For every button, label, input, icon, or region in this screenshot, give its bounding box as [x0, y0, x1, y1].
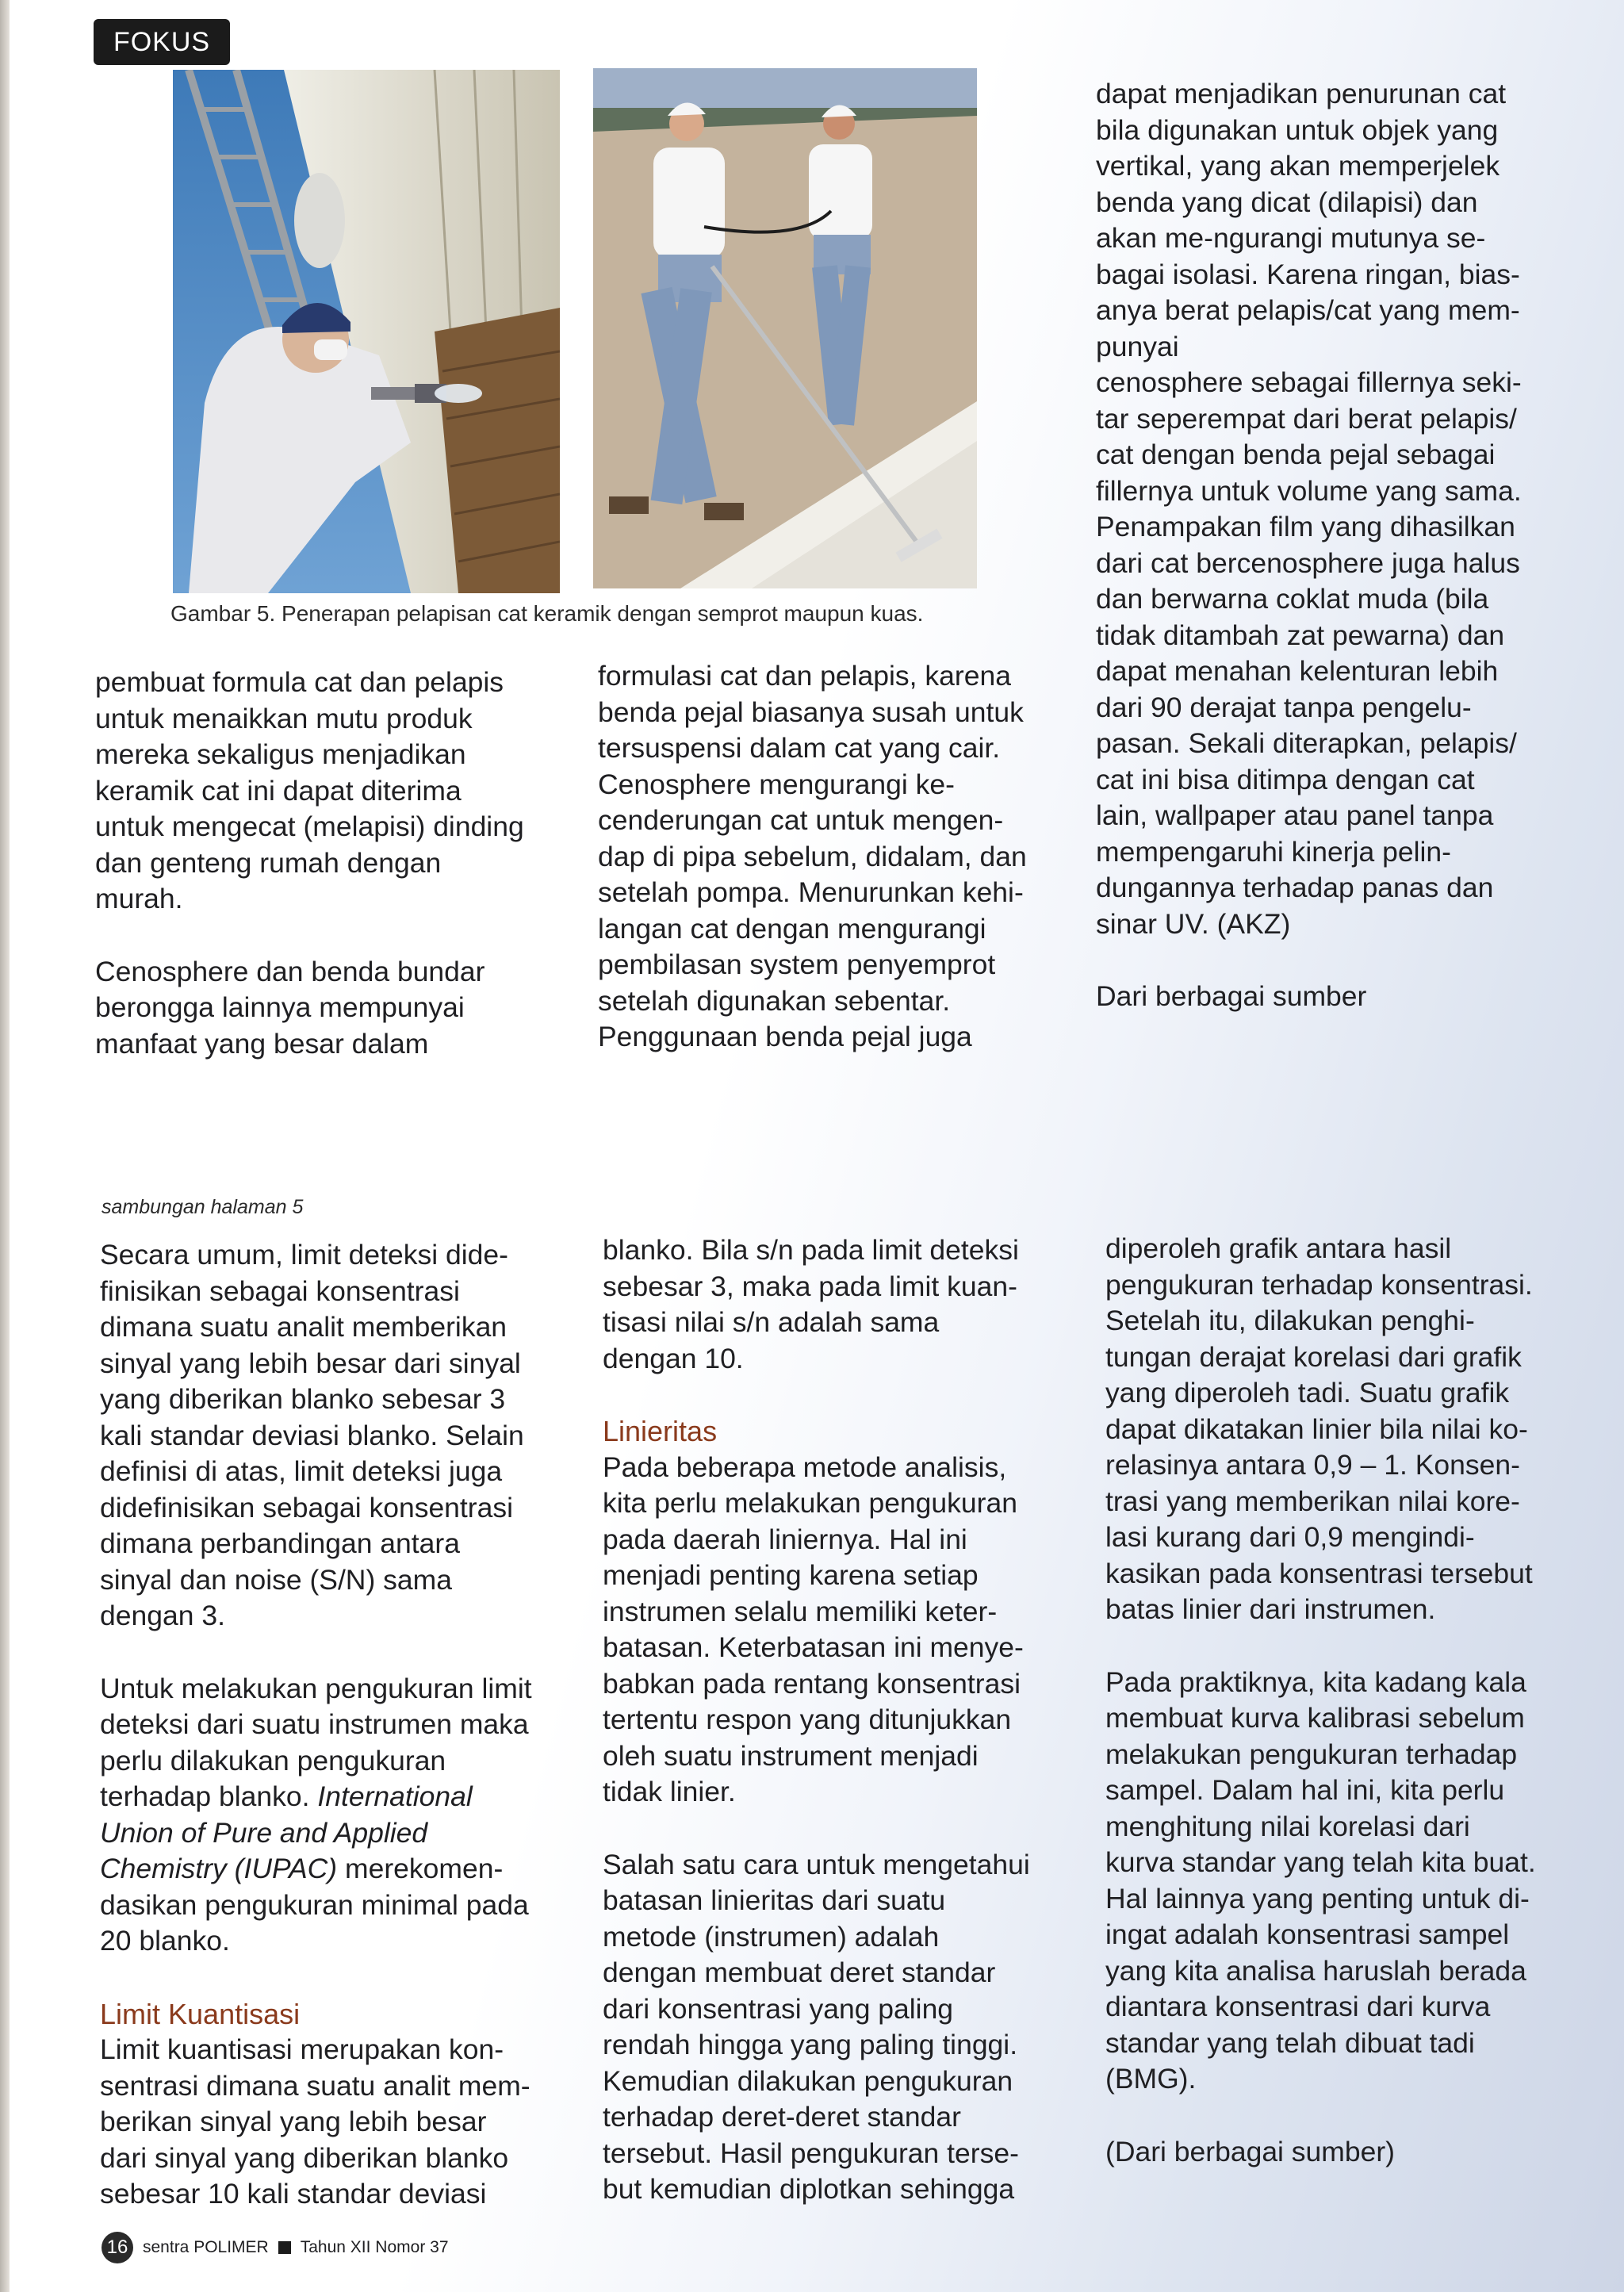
text-line: pada daerah liniernya. Hal ini	[603, 1523, 967, 1555]
text-line: bagai isolasi. Karena ringan, bias-	[1096, 258, 1520, 290]
text-line: kurva standar yang telah kita buat.	[1105, 1846, 1536, 1878]
top-col1-paragraph-1	[95, 665, 571, 918]
bottom-column-1	[100, 1237, 592, 2213]
text-line: akan me-ngurangi mutunya se-	[1096, 222, 1486, 254]
text-line: melakukan pengukuran terhadap	[1105, 1738, 1518, 1770]
text-line: Pada praktiknya, kita kadang kala	[1105, 1665, 1526, 1698]
text-line: Hal lainnya yang penting untuk di-	[1105, 1882, 1530, 1914]
text-line: ingat adalah konsentrasi sampel	[1105, 1918, 1510, 1950]
text-line: dengan 10.	[603, 1342, 744, 1374]
text-line: mempengaruhi kinerja pelin-	[1096, 835, 1451, 868]
square-separator-icon	[278, 2241, 291, 2254]
text-line: yang diperoleh tadi. Suatu grafik	[1105, 1377, 1510, 1409]
page-number: 16	[102, 2232, 133, 2263]
text-line: dari sinyal yang diberikan blanko	[100, 2141, 509, 2174]
text-line: instrumen selalu memiliki keter-	[603, 1595, 998, 1627]
text-line: babkan pada rentang konsentrasi	[603, 1667, 1021, 1700]
text-line: terhadap blanko.	[100, 1780, 310, 1812]
text-line: dari 90 derajat tanpa pengelu-	[1096, 691, 1472, 723]
text-line: dari konsentrasi yang paling	[603, 1992, 954, 2025]
text-line: dapat dikatakan linier bila nilai ko-	[1105, 1412, 1528, 1445]
bottom-column-2	[603, 1232, 1094, 2208]
text-line: tar seperempat dari berat pelapis/	[1096, 402, 1517, 435]
text-line: tertentu respon yang ditunjukkan	[603, 1704, 1012, 1735]
text-line: berongga lainnya mempunyai	[95, 991, 465, 1023]
text-line: anya berat pelapis/cat yang mem-	[1096, 294, 1520, 326]
text-line: cat dengan benda pejal sebagai	[1096, 439, 1496, 470]
text-line: sebesar 3, maka pada limit kuan-	[603, 1270, 1017, 1302]
photo-roof-coating	[593, 68, 977, 588]
text-line: pembuat formula cat dan pelapis	[95, 666, 504, 698]
text-line: bila digunakan untuk objek yang	[1096, 113, 1499, 146]
text-line: kasikan pada konsentrasi tersebut	[1105, 1557, 1533, 1589]
text-line: terhadap deret-deret standar	[603, 2101, 961, 2133]
text-line: murah.	[95, 883, 183, 914]
top-column-3	[1096, 76, 1588, 1015]
text-line: dan genteng rumah dengan	[95, 846, 442, 879]
bottom-col1-paragraph-1	[100, 1237, 592, 1635]
text-line: dap di pipa sebelum, didalam, dan	[598, 840, 1027, 872]
text-line: batasan linieritas dari suatu	[603, 1884, 946, 1916]
issue-label: Tahun XII Nomor 37	[300, 2238, 449, 2256]
bottom-col1-paragraph-3	[100, 2032, 592, 2213]
bottom-col2-paragraph-1	[603, 1232, 1094, 1377]
text-line: tersebut. Hasil pengukuran terse-	[603, 2137, 1019, 2169]
text-line: finisikan sebagai konsentrasi	[100, 1274, 460, 1307]
publication-name: sentra POLIMER	[143, 2238, 269, 2256]
text-line: pengukuran terhadap konsentrasi.	[1105, 1268, 1533, 1301]
text-line: diperoleh grafik antara hasil	[1105, 1232, 1452, 1264]
text-line: dimana perbandingan antara	[100, 1527, 460, 1559]
text-line: membuat kurva kalibrasi sebelum	[1105, 1702, 1525, 1734]
text-line: Cenosphere dan benda bundar	[95, 955, 485, 987]
section-tag: FOKUS	[94, 19, 230, 65]
text-line: Limit kuantisasi merupakan kon-	[100, 2033, 504, 2065]
text-line: metode (instrumen) adalah	[603, 1920, 940, 1953]
text-line: cenosphere sebagai fillernya seki-	[1096, 366, 1522, 398]
text-line: mereka sekaligus menjadikan	[95, 738, 466, 770]
bottom-col1-paragraph-2	[100, 1671, 592, 1960]
top-col2-paragraph	[598, 658, 1074, 1056]
text-line: deteksi dari suatu instrumen maka	[100, 1708, 529, 1740]
photo-wall-spraying	[173, 70, 560, 593]
text-line: vertikal, yang akan memperjelek	[1096, 150, 1500, 182]
text-line: formulasi cat dan pelapis, karena	[598, 660, 1011, 692]
heading-limit-kuantisasi: Limit Kuantisasi	[100, 1997, 301, 2030]
text-line: fillernya untuk volume yang sama.	[1096, 474, 1522, 507]
text-line: Untuk melakukan pengukuran limit	[100, 1672, 532, 1704]
text-line: setelah digunakan sebentar.	[598, 984, 951, 1017]
bottom-col2-paragraph-3	[603, 1847, 1094, 2208]
italic-term: International	[317, 1780, 473, 1812]
text-line: Cenosphere mengurangi ke-	[598, 768, 955, 800]
text-line: setelah pompa. Menurunkan kehi-	[598, 876, 1024, 908]
text-line: dasikan pengukuran minimal pada	[100, 1888, 529, 1921]
top-col1-paragraph-2	[95, 954, 571, 1063]
text-line: sentrasi dimana suatu analit mem-	[100, 2069, 530, 2102]
italic-term: Union of Pure and Applied	[100, 1816, 428, 1849]
text-line: batasan. Keterbatasan ini menye-	[603, 1631, 1024, 1663]
text-line: standar yang telah dibuat tadi	[1105, 2026, 1475, 2059]
text-line: Penampakan film yang dihasilkan	[1096, 511, 1515, 542]
text-line: dungannya terhadap panas dan	[1096, 872, 1494, 903]
text-line: cenderungan cat untuk mengen-	[598, 804, 1004, 836]
top-col3-source: Dari berbagai sumber	[1096, 980, 1367, 1012]
bottom-col2-paragraph-2	[603, 1450, 1094, 1811]
text-line: yang kita analisa haruslah berada	[1105, 1954, 1526, 1987]
text-line: dapat menahan kelenturan lebih	[1096, 655, 1499, 687]
text-line: Setelah itu, dilakukan penghi-	[1105, 1305, 1475, 1336]
top-col3-paragraph	[1096, 76, 1588, 942]
text-line: berikan sinyal yang lebih besar	[100, 2106, 487, 2137]
text-line: keramik cat ini dapat diterima	[95, 774, 462, 807]
text-line: sampel. Dalam hal ini, kita perlu	[1105, 1774, 1505, 1806]
text-line: tungan derajat korelasi dari grafik	[1105, 1340, 1522, 1373]
text-line: tisasi nilai s/n adalah sama	[603, 1306, 940, 1338]
text-line: dan berwarna coklat muda (bila	[1096, 583, 1489, 615]
text-line: benda yang dicat (dilapisi) dan	[1096, 186, 1478, 218]
page-spine	[0, 0, 10, 2292]
bottom-col3-paragraph-1	[1105, 1231, 1597, 1628]
text-line: Penggunaan benda pejal juga	[598, 1021, 972, 1052]
text-line: langan cat dengan mengurangi	[598, 912, 986, 945]
text-line: batas linier dari instrumen.	[1105, 1593, 1436, 1625]
text-line: dimana suatu analit memberikan	[100, 1311, 508, 1343]
italic-term: Chemistry (IUPAC)	[100, 1853, 338, 1884]
text-line: Secara umum, limit deteksi dide-	[100, 1239, 508, 1271]
text-line: dengan membuat deret standar	[603, 1957, 996, 1988]
text-line: tersuspensi dalam cat yang cair.	[598, 732, 1001, 764]
text-line: definisi di atas, limit deteksi juga	[100, 1455, 503, 1487]
top-column-2	[598, 658, 1074, 1056]
text-line: lasi kurang dari 0,9 mengindi-	[1105, 1521, 1475, 1553]
text-line: Kemudian dilakukan pengukuran	[603, 2064, 1013, 2097]
text-line: kali standar deviasi blanko. Selain	[100, 1419, 524, 1451]
text-line: untuk mengecat (melapisi) dinding	[95, 811, 524, 842]
text-line: untuk menaikkan mutu produk	[95, 702, 473, 734]
text-line: pembilasan system penyemprot	[598, 949, 996, 980]
bottom-col3-paragraph-2	[1105, 1665, 1597, 2098]
text-line: yang diberikan blanko sebesar 3	[100, 1383, 506, 1415]
top-column-1	[95, 665, 571, 1062]
text-line: relasinya antara 0,9 – 1. Konsen-	[1105, 1449, 1520, 1481]
text-line: 20 blanko.	[100, 1925, 230, 1957]
text-line: trasi yang memberikan nilai kore-	[1105, 1485, 1520, 1517]
text-line: menjadi penting karena setiap	[603, 1559, 979, 1591]
figure-caption: Gambar 5. Penerapan pelapisan cat keramik dengan semprot maupun kuas.	[170, 601, 924, 626]
text-line: didefinisikan sebagai konsentrasi	[100, 1491, 513, 1524]
text-line: menghitung nilai korelasi dari	[1105, 1810, 1470, 1842]
text-line: Salah satu cara untuk mengetahui	[603, 1848, 1030, 1880]
page-footer	[102, 2230, 449, 2265]
bottom-col3-source: (Dari berbagai sumber)	[1105, 2135, 1396, 2167]
text-line: dengan 3.	[100, 1600, 225, 1631]
text-line: (BMG).	[1105, 2063, 1197, 2095]
text-line: sebesar 10 kali standar deviasi	[100, 2178, 487, 2210]
text-line: diantara konsentrasi dari kurva	[1105, 1991, 1491, 2022]
text-line: benda pejal biasanya susah untuk	[598, 696, 1024, 728]
text-line: blanko. Bila s/n pada limit deteksi	[603, 1234, 1019, 1266]
text-line: kita perlu melakukan pengukuran	[603, 1487, 1017, 1519]
text-line: dari cat bercenosphere juga halus	[1096, 546, 1520, 579]
bottom-column-3	[1105, 1231, 1597, 2170]
heading-linieritas: Linieritas	[603, 1415, 718, 1447]
text-line: tidak linier.	[603, 1776, 736, 1807]
text-line: manfaat yang besar dalam	[95, 1027, 429, 1060]
text-line: pasan. Sekali diterapkan, pelapis/	[1096, 727, 1517, 759]
text-line: lain, wallpaper atau panel tanpa	[1096, 799, 1494, 831]
text-line: perlu dilakukan pengukuran	[100, 1744, 446, 1776]
text-line: sinyal dan noise (S/N) sama	[100, 1563, 452, 1596]
text-line: cat ini bisa ditimpa dengan cat	[1096, 763, 1475, 795]
text-line: tidak ditambah zat pewarna) dan	[1096, 619, 1505, 651]
text-line: oleh suatu instrument menjadi	[603, 1739, 979, 1772]
text-line: merekomen-	[345, 1853, 504, 1884]
text-line: punyai	[1096, 330, 1179, 362]
continuation-note: sambungan halaman 5	[102, 1196, 304, 1218]
text-line: Pada beberapa metode analisis,	[603, 1451, 1007, 1483]
text-line: sinar UV. (AKZ)	[1096, 907, 1291, 940]
text-line: rendah hingga yang paling tinggi.	[603, 2029, 1018, 2060]
text-line: sinyal yang lebih besar dari sinyal	[100, 1347, 521, 1379]
text-line: dapat menjadikan penurunan cat	[1096, 78, 1507, 109]
text-line: but kemudian diplotkan sehingga	[603, 2173, 1015, 2205]
